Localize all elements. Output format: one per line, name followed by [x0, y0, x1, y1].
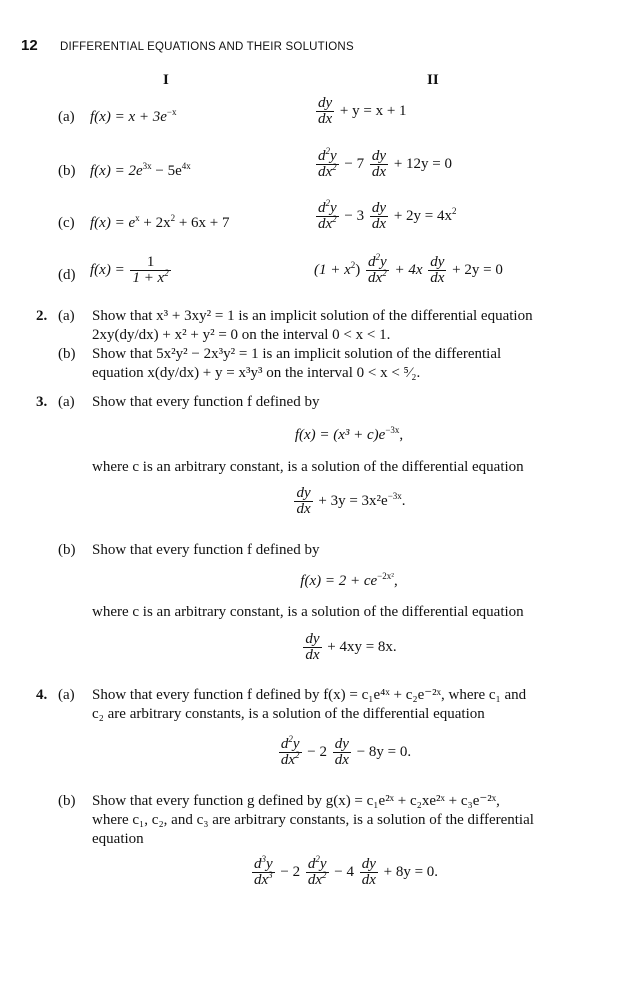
second-derivative-fraction: $\frac{d^2y}{dx^2}$ [307, 854, 327, 888]
item-1c-function: $f(x) = e^x + 2x^2 + 6x + 7$ [90, 213, 230, 231]
problem-4b-label: (b) [58, 793, 76, 809]
derivative-fraction: $\frac{dy}{dx}$ [305, 631, 320, 663]
problem-2b-label: (b) [58, 346, 76, 362]
problem-3a-function: $f(x) = (x^3 + c)e^{-3x}$, [294, 425, 404, 443]
problem-3a-label: (a) [58, 394, 75, 410]
column-heading-i: I [163, 72, 169, 88]
problem-2-number: 2. [36, 308, 48, 324]
item-1d-function: f(x) = $\frac{1}{1 + x^2}$ [90, 254, 169, 286]
item-1d-label: (d) [58, 267, 76, 283]
problem-4a-line2: c₂ are arbitrary constants, is a solution of the differential equation [92, 706, 485, 722]
problem-2a-line1: Show that x³ + 3xy² = 1 is an implicit solution of the differential equation [92, 308, 533, 324]
problem-4a-equation: $\frac{d^2y}{dx^2}$ − 2 $\frac{dy}{dx}$ − 8y = 0. [280, 734, 412, 768]
problem-3-number: 3. [36, 394, 48, 410]
item-1a-equation: $\frac{dy}{dx}$ + y = x + 1 [318, 95, 407, 127]
item-1c-label: (c) [58, 215, 75, 231]
item-1b-function: $f(x) = 2e^{3x} - 5e^{4x}$ [90, 161, 191, 179]
derivative-fraction: $\frac{dy}{dx}$ [371, 200, 387, 232]
item-1a-function: $f(x) = x + 3e^{-x}$ [90, 107, 177, 125]
item-1d-equation: $(1 + x^2)$ $\frac{d^2y}{dx^2}$ + 4x $\frac{dy}{dx}$ + 2y = 0 [314, 252, 503, 286]
problem-3b-equation: $\frac{dy}{dx}$ + 4xy = 8x. [305, 631, 397, 663]
problem-3a-equation: $\frac{dy}{dx}$ + $3y = 3x^2e^{-3x}$. [296, 485, 406, 517]
second-derivative-fraction: $\frac{d^2y}{dx^2}$ [318, 146, 337, 180]
derivative-fraction: $\frac{dy}{dx}$ [296, 485, 311, 517]
problem-3b-label: (b) [58, 542, 76, 558]
problem-3a-intro: Show that every function f defined by [92, 394, 320, 410]
second-derivative-fraction: $\frac{d^2y}{dx^2}$ [280, 734, 300, 768]
page-number: 12 [21, 37, 38, 54]
second-derivative-fraction: $\frac{d^2y}{dx^2}$ [318, 198, 337, 232]
item-1b-equation: $\frac{d^2y}{dx^2}$ − 7 $\frac{dy}{dx}$ + 12y = 0 [318, 146, 452, 180]
item-1b-label: (b) [58, 163, 76, 179]
problem-3b-function: $f(x) = 2 + ce^{-2x^2}$, [300, 571, 398, 589]
problem-2b-line1: Show that 5x²y² − 2x³y² = 1 is an implicit solution of the differential [92, 346, 502, 362]
derivative-fraction: $\frac{dy}{dx}$ [334, 736, 349, 768]
derivative-fraction: $\frac{dy}{dx}$ [430, 254, 445, 286]
second-derivative-fraction: $\frac{d^2y}{dx^2}$ [368, 252, 387, 286]
derivative-fraction: $\frac{dy}{dx}$ [318, 95, 333, 127]
problem-3b-where: where c is an arbitrary constant, is a solution of the differential equation [92, 604, 524, 620]
problem-3b-intro: Show that every function f defined by [92, 542, 320, 558]
problem-4a-label: (a) [58, 687, 75, 703]
problem-4a-line1: Show that every function f defined by f(x) = c₁e⁴ˣ + c₂e⁻²ˣ, where c₁ and [92, 687, 527, 703]
problem-2b-line2: equation x(dy/dx) + y = x³y³ on the interval 0 < x < ⁵⁄₂. [92, 365, 421, 381]
problem-4b-line2: where c₁, c₂, and c₃ are arbitrary constants, is a solution of the differential [92, 812, 534, 828]
running-title: DIFFERENTIAL EQUATIONS AND THEIR SOLUTIONS [60, 41, 354, 53]
problem-4b-line3: equation [92, 831, 144, 847]
item-1a-label: (a) [58, 109, 75, 125]
derivative-fraction: $\frac{dy}{dx}$ [371, 148, 387, 180]
problem-4b-equation: $\frac{d^3y}{dx^3}$ − 2 $\frac{d^2y}{dx^2}$ − 4 $\frac{dy}{dx}$ + 8y = 0. [253, 854, 439, 888]
problem-4b-line1: Show that every function g defined by g(x) = c₁e²ˣ + c₂xe²ˣ + c₃e⁻²ˣ, [92, 793, 500, 809]
column-heading-ii: II [427, 72, 439, 88]
problem-2a-line2: 2xy(dy/dx) + x² + y² = 0 on the interval 0 < x < 1. [92, 327, 391, 343]
problem-2a-label: (a) [58, 308, 75, 324]
item-1c-equation: $\frac{d^2y}{dx^2}$ − 3 $\frac{dy}{dx}$ + $2y = 4x^2$ [318, 198, 457, 232]
reciprocal-fraction: $\frac{1}{1 + x^2}$ [132, 254, 169, 286]
derivative-fraction: $\frac{dy}{dx}$ [361, 856, 376, 888]
problem-4-number: 4. [36, 687, 48, 703]
problem-3a-where: where c is an arbitrary constant, is a solution of the differential equation [92, 459, 524, 475]
third-derivative-fraction: $\frac{d^3y}{dx^3}$ [253, 854, 273, 888]
